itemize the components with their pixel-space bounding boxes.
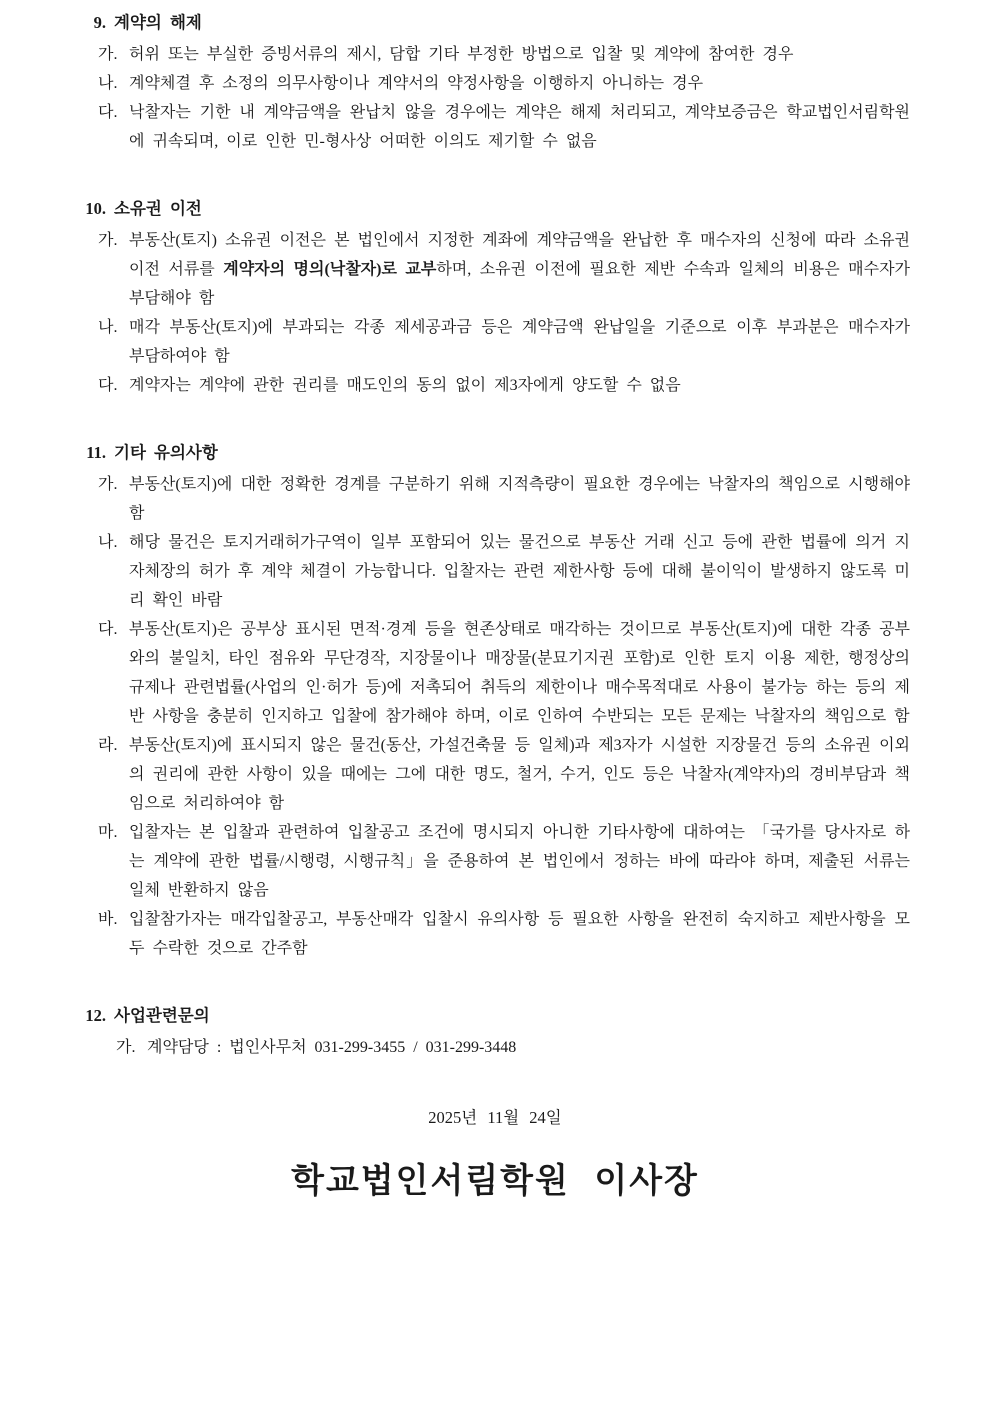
item-label: 가. (98, 46, 118, 63)
item-label: 가. (98, 232, 118, 249)
section-heading (80, 8, 910, 37)
section-items (98, 226, 910, 400)
list-item (98, 371, 910, 400)
item-text-segment: 부동산(토지) 소유권 이전은 본 법인에서 지정한 계좌에 계약금액을 완납한 후 매수자의 신청에 따라 소유권 이전 서류를 (129, 232, 910, 278)
item-text-segment: 하며, 소유권 이전에 필요한 제반 수속과 일체의 비용은 매수자가 부담해야 함 (129, 261, 910, 307)
item-label: 나. (98, 319, 118, 336)
document-date: 2025년 11월 24일 (428, 1108, 562, 1127)
section-number: 9. (93, 13, 106, 32)
item-text: 계약담당 : 법인사무처 031-299-3455 / 031-299-3448 (147, 1039, 517, 1056)
item-label: 가. (116, 1039, 136, 1056)
item-label: 다. (98, 104, 118, 121)
item-text: 부동산(토지)에 표시되지 않은 물건(동산, 가설건축물 등 일체)과 제3자가 시설한 지장물건 등의 소유권 이외의 권리에 관한 사항이 있을 때에는 그에 대한 명도, 철거, 수거, 인도 등은 낙찰자(계약자)의 경비부담과 책임으로 처리하여야 함 (129, 737, 910, 812)
item-text (129, 226, 910, 313)
section-items (98, 40, 910, 156)
section-title: 계약의 해제 (114, 13, 202, 32)
item-label: 다. (98, 377, 118, 394)
section-title: 기타 유의사항 (114, 443, 218, 462)
item-text: 계약체결 후 소정의 의무사항이나 계약서의 약정사항을 이행하지 아니하는 경우 (129, 75, 704, 92)
item-label: 라. (98, 737, 118, 754)
list-item (98, 69, 910, 98)
list-item (98, 731, 910, 818)
section-items (116, 1033, 910, 1062)
item-text: 부동산(토지)은 공부상 표시된 면적·경계 등을 현존상태로 매각하는 것이므로 부동산(토지)에 대한 각종 공부와의 불일치, 타인 점유와 무단경작, 지장물이나 매장물(분묘기지권 포함)로 인한 토지 이용 제한, 행정상의 규제나 관련법률(사업의 인·허가 등)에 저촉되어 취득의 제한이나 매수목적대로 사용이 불가능 하는 등의 제반 사항을 충분히 인지하고 입찰에 참가해야 하며, 이로 인하여 수반되는 모든 문제는 낙찰자의 책임으로 함 (129, 621, 910, 725)
section-items (98, 470, 910, 963)
list-item (98, 818, 910, 905)
section-number: 10. (85, 199, 106, 218)
section-ownership-transfer (80, 194, 910, 400)
list-item (98, 98, 910, 156)
item-text: 해당 물건은 토지거래허가구역이 일부 포함되어 있는 물건으로 부동산 거래 신고 등에 관한 법률에 의거 지자체장의 허가 후 계약 체결이 가능합니다. 입찰자는 관련 제한사항 등에 대해 불이익이 발생하지 않도록 미리 확인 바람 (129, 534, 910, 609)
section-number: 12. (85, 1006, 106, 1025)
section-other-notices (80, 438, 910, 963)
section-title: 사업관련문의 (114, 1006, 210, 1025)
item-text: 부동산(토지)에 대한 정확한 경계를 구분하기 위해 지적측량이 필요한 경우에는 낙찰자의 책임으로 시행해야 함 (129, 476, 910, 522)
item-text-bold-segment: 계약자의 명의(낙찰자)로 교부 (223, 261, 437, 278)
item-label: 마. (98, 824, 118, 841)
item-text: 매각 부동산(토지)에 부과되는 각종 제세공과금 등은 계약금액 완납일을 기준으로 이후 부과분은 매수자가 부담하여야 함 (129, 319, 910, 365)
section-heading (80, 438, 910, 467)
item-label: 나. (98, 534, 118, 551)
item-text: 계약자는 계약에 관한 권리를 매도인의 동의 없이 제3자에게 양도할 수 없음 (129, 377, 681, 394)
section-heading (80, 1001, 910, 1030)
list-item (98, 226, 910, 313)
list-item (98, 615, 910, 731)
item-label: 다. (98, 621, 118, 638)
list-item (98, 528, 910, 615)
item-text: 낙찰자는 기한 내 계약금액을 완납치 않을 경우에는 계약은 해제 처리되고, 계약보증금은 학교법인서림학원에 귀속되며, 이로 인한 민-형사상 어떠한 이의도 제기할 수 없음 (129, 104, 910, 150)
list-item (98, 905, 910, 963)
item-label: 가. (98, 476, 118, 493)
item-label: 바. (98, 911, 118, 928)
section-business-contact (80, 1001, 910, 1062)
list-item (98, 313, 910, 371)
list-item (116, 1033, 910, 1062)
item-text: 입찰참가자는 매각입찰공고, 부동산매각 입찰시 유의사항 등 필요한 사항을 완전히 숙지하고 제반사항을 모두 수락한 것으로 간주함 (129, 911, 910, 957)
item-label: 나. (98, 75, 118, 92)
section-number: 11. (86, 443, 106, 462)
list-item (98, 470, 910, 528)
list-item (98, 40, 910, 69)
item-text: 허위 또는 부실한 증빙서류의 제시, 담합 기타 부정한 방법으로 입찰 및 계약에 참여한 경우 (129, 46, 794, 63)
section-heading (80, 194, 910, 223)
item-text: 입찰자는 본 입찰과 관련하여 입찰공고 조건에 명시되지 아니한 기타사항에 대하여는 「국가를 당사자로 하는 계약에 관한 법률/시행령, 시행규칙」을 준용하여 본 법인에서 정하는 바에 따라야 하며, 제출된 서류는 일체 반환하지 않음 (129, 824, 910, 899)
signature-line: 학교법인서림학원 이사장 (291, 1163, 699, 1200)
section-contract-termination (80, 8, 910, 156)
section-title: 소유권 이전 (114, 199, 202, 218)
